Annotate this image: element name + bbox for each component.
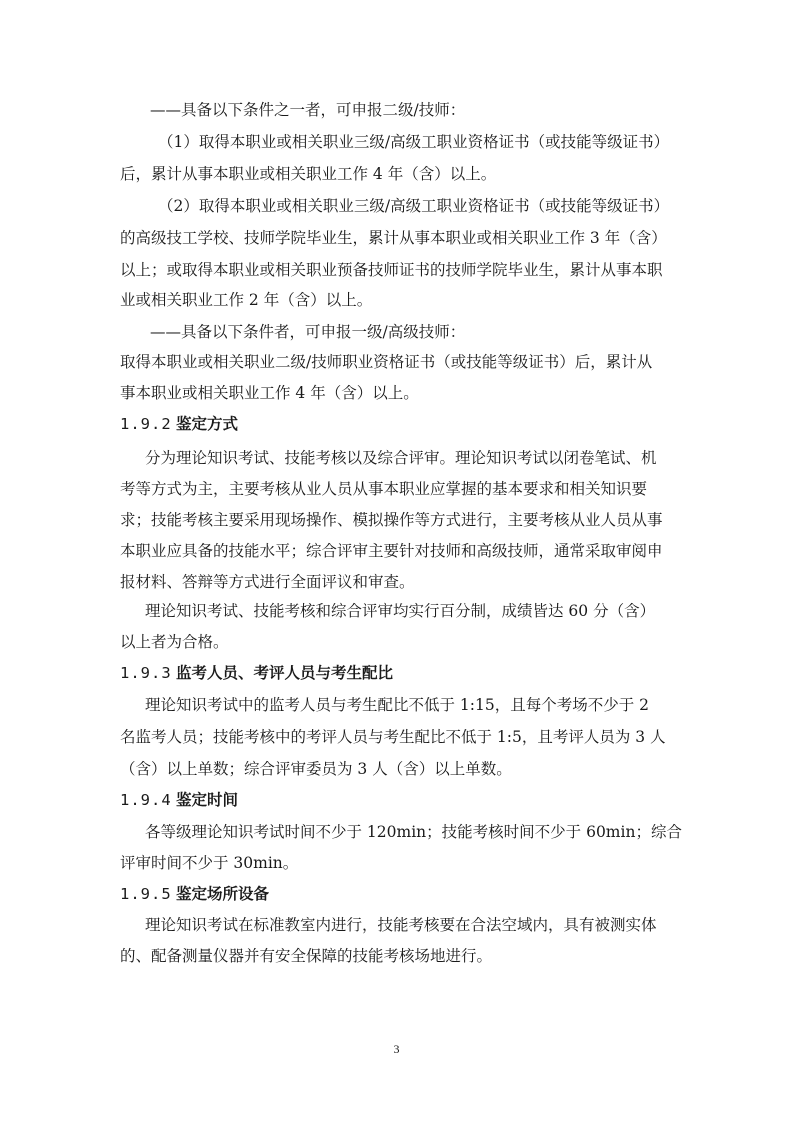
section-title: 鉴定场所设备 xyxy=(176,885,270,903)
paragraph-line: 名监考人员；技能考核中的考评人员与考生配比不低于 1:5，且考评人员为 3 人 xyxy=(120,728,666,746)
paragraph-line: 理论知识考试中的监考人员与考生配比不低于 1:15，且每个考场不少于 2 xyxy=(145,696,650,714)
paragraph-line: 分为理论知识考试、技能考核以及综合评审。理论知识考试以闭卷笔试、机 xyxy=(145,449,657,467)
paragraph-line: 各等级理论知识考试时间不少于 120min；技能考核时间不少于 60min；综合 xyxy=(145,823,682,841)
section-title: 监考人员、考评人员与考生配比 xyxy=(176,664,394,682)
paragraph-line: 考等方式为主，主要考核从业人员从事本职业应掌握的基本要求和相关知识要 xyxy=(120,480,648,498)
paragraph-line: （1）取得本职业或相关职业三级/高级工职业资格证书（或技能等级证书） xyxy=(158,133,670,151)
paragraph-line: 以上；或取得本职业或相关职业预备技师证书的技师学院毕业生，累计从事本职 xyxy=(120,261,663,279)
paragraph-line: 报材料、答辩等方式进行全面评议和审查。 xyxy=(120,573,415,591)
paragraph-line: （2）取得本职业或相关职业三级/高级工职业资格证书（或技能等级证书） xyxy=(158,197,670,215)
paragraph-line: 事本职业或相关职业工作 4 年（含）以上。 xyxy=(120,384,419,402)
paragraph-line: 取得本职业或相关职业二级/技师职业资格证书（或技能等级证书）后，累计从 xyxy=(120,353,653,371)
paragraph-line: 以上者为合格。 xyxy=(120,633,229,651)
paragraph-line: 评审时间不少于 30min。 xyxy=(120,854,299,872)
paragraph-line: （含）以上单数；综合评审委员为 3 人（含）以上单数。 xyxy=(120,760,512,778)
section-heading-1-9-5 xyxy=(120,884,680,904)
section-number: 1.9.3 xyxy=(120,664,172,682)
paragraph-line: 后，累计从事本职业或相关职业工作 4 年（含）以上。 xyxy=(120,165,497,183)
page-number: 3 xyxy=(393,1042,400,1056)
section-number: 1.9.5 xyxy=(120,885,172,903)
paragraph-line: ——具备以下条件之一者，可申报二级/技师： xyxy=(150,101,466,119)
section-heading-1-9-4 xyxy=(120,790,680,810)
section-number: 1.9.2 xyxy=(120,415,172,433)
paragraph-line: 的、配备测量仪器并有安全保障的技能考核场地进行。 xyxy=(120,947,493,965)
section-title: 鉴定时间 xyxy=(176,791,239,809)
paragraph-line: ——具备以下条件者，可申报一级/高级技师： xyxy=(150,323,466,341)
section-heading-1-9-3 xyxy=(120,663,680,683)
paragraph-line: 求；技能考核主要采用现场操作、模拟操作等方式进行，主要考核从业人员从事 xyxy=(120,511,663,529)
paragraph-line: 理论知识考试在标准教室内进行，技能考核要在合法空域内，具有被测实体 xyxy=(145,916,657,934)
section-heading-1-9-2 xyxy=(120,414,680,434)
paragraph-line: 业或相关职业工作 2 年（含）以上。 xyxy=(120,291,373,309)
paragraph-line: 本职业应具备的技能水平；综合评审主要针对技师和高级技师，通常采取审阅申 xyxy=(120,542,663,560)
paragraph-line: 的高级技工学校、技师学院毕业生，累计从事本职业或相关职业工作 3 年（含） xyxy=(120,229,667,247)
section-number: 1.9.4 xyxy=(120,791,172,809)
paragraph-line: 理论知识考试、技能考核和综合评审均实行百分制，成绩皆达 60 分（含） xyxy=(145,602,656,620)
section-title: 鉴定方式 xyxy=(176,415,239,433)
